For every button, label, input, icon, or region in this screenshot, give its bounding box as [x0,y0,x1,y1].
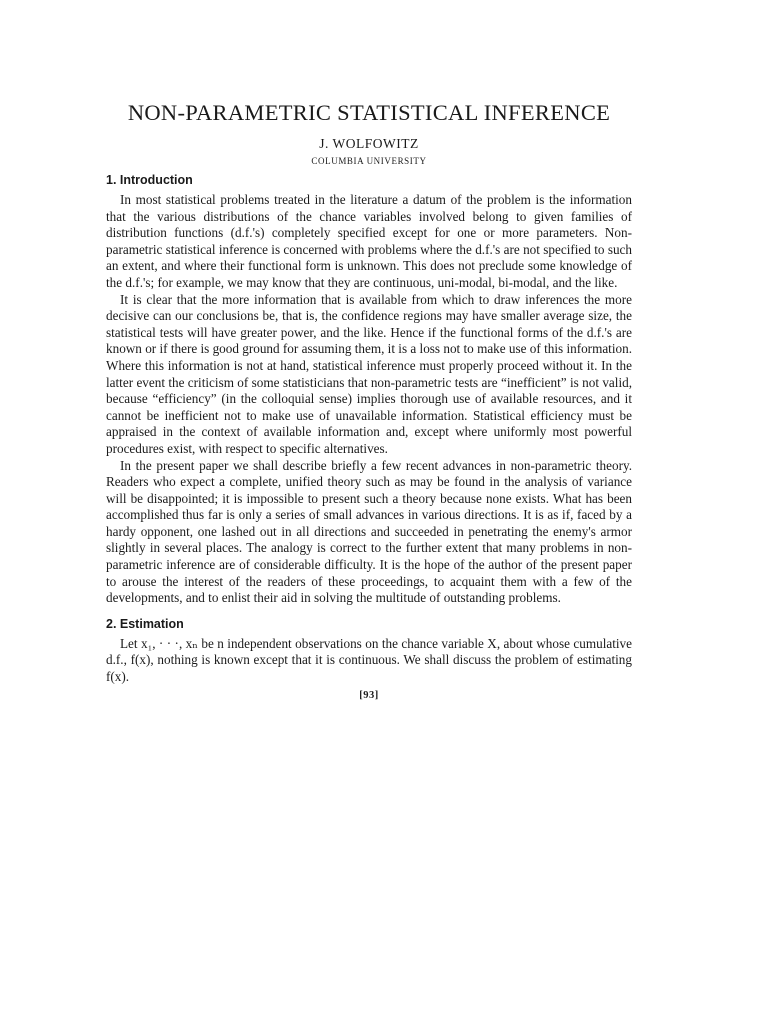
author-name: J. WOLFOWITZ [319,136,419,151]
paper-title: NON-PARAMETRIC STATISTICAL INFERENCE [127,100,611,125]
intro-paragraph-2: It is clear that the more information that is available from which to draw inferences the more decisive can our conclusions be, that is, the confidence regions may have smaller average size, the statistical tests will have greater power, and the like. Hence if the functional forms of the d.f.'s are known or if there is good ground for assuming them, it is a loss not to make use of this information. Where this information is not at hand, statistical inference must properly proceed without it. In the latter event the criticism of some statisticians that non-parametric tests are “inefficient” is not valid, because “efficiency” (in the colloquial sense) implies thorough use of available resources, and it cannot be inefficient not to make use of unavailable information. Statistical efficiency must be appraised in the context of available information and, except where uniformly most powerful procedures exist, with respect to specific alternatives. [106,291,632,456]
author-affiliation: COLUMBIA UNIVERSITY [311,156,427,166]
intro-paragraph-3: In the present paper we shall describe briefly a few recent advances in non-parametric theory. Readers who expect a complete, unified theory such as may be found in the analysis of variance will be disappointed; it is impossible to present such a theory because none exists. What has been accomplished thus far is only a series of small advances in various directions. It is as if, faced by a hardy opponent, one lashed out in all directions and succeeded in penetrating the enemy's armor slightly in several places. The analogy is correct to the further extent that many problems in non-parametric inference are of considerable difficulty. It is the hope of the author of the present paper to arouse the interest of the readers of these proceedings, to acquaint them with a few of the developments, and to enlist their aid in solving the multitude of outstanding problems. [106,457,632,606]
intro-paragraph-1: In most statistical problems treated in the literature a datum of the problem is the information that the various distributions of the chance variables involved belong to given families of distribution functions (d.f.'s) completely specified except for one or more parameters. Non-parametric statistical inference is concerned with problems where the d.f.'s are not specified to such an extent, and where their functional form is unknown. This does not preclude some knowledge of the d.f.'s; for example, we may know that they are continuous, uni-modal, bi-modal, and the like. [106,192,632,290]
paper-page [106,100,632,701]
section-heading-estimation: 2. Estimation [106,616,184,631]
section-heading-introduction: 1. Introduction [106,173,193,187]
page-number: [93] [359,689,379,701]
estimation-paragraph-1: Let x₁, · · ·, xₙ be n independent observations on the chance variable X, about whose cumulative d.f., f(x), nothing is known except that it is continuous. We shall discuss the problem of estimating f(x). [106,635,632,685]
